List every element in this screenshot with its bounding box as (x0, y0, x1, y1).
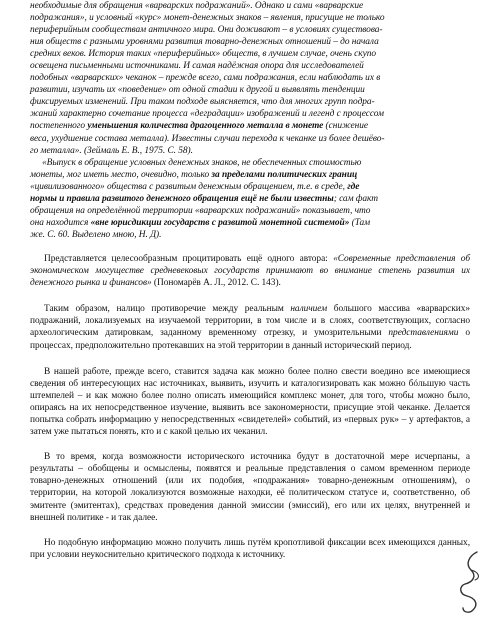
quote-line: нормы и правила развитого денежного обращения ещё не были известны; сам факт (30, 193, 378, 204)
quote-line: средних веков. История таких «периферийных» обществ, в лучшем случае, очень скупо (30, 49, 376, 60)
quote-line: подражания», и условный «курс» монет-денежных знаков – явления, присущие не только (30, 13, 385, 24)
paragraph-contradiction: Таким образом, налицо противоречие между реальным наличием большого массива «варварских» подражаний, локализуемых на изучаемой территории, в том числе и в слоях, соответствующих, согласно археологическим датировкам, заданному временному отрезку, и умозрительными представлениями о процессах, предположительно протекавших на этой территории в данный исторический период. (30, 304, 470, 351)
quote-line: освещена письменными источниками. И самая надёжная опора для исследователей (30, 61, 364, 72)
quote-line: развитии, изучать их «поведение» от одной стадии к другой и выявлять тенденции (30, 85, 365, 96)
quote-line: необходимые для обращения «варварских подражаний». Однако и сами «варварские (30, 1, 364, 11)
quote-line: монеты, мог иметь место, очевидно, только за пределами политических границ (30, 169, 358, 180)
quote-line: фиксируемых изменений. При таком подходе выясняется, что для многих групп подра- (30, 97, 375, 108)
emphasis-metal-reduction: уменьшения количества драгоценного металла в монете (87, 121, 324, 132)
paragraph-source-exhaustion: В то время, когда возможности исторического источника будут в достаточной мере исчерпаны, а результаты – обобщены и осмыслены, появятся и реальные представления о самом временном периоде товарно-денежных отношений (или их подобия, «подражания» товарно-денежным отношениям), о территории, на которой локализуются возможные находки, её политическом статусе и, соответственно, об эмитенте (эмитентах), средствах проведения данной эмиссии (эмиссий), его или их целях, внутренней и внешней политике - и так далее. (30, 452, 470, 523)
quote-zeymal-1975 (30, 0, 470, 157)
quote-line: «Выпуск в обращение условных денежных знаков, не обеспеченных стоимостью (42, 157, 362, 168)
quote-line: «цивилизованного» общества с развитым денежным обращением, т.е. в среде, где (30, 181, 360, 192)
paragraph-ponomarev: Представляется целесообразным процитировать ещё одного автора: «Современные представления об экономическом могуществе средневековых государств принимают во внимание степень развития их денежного рынка и финансов» (Пономарёв А. Л., 2012. С. 143). (30, 253, 470, 289)
quote-line: постепенного уменьшения количества драгоценного металла в монете (снижение (30, 121, 368, 132)
quote-zeymal-2 (30, 157, 470, 241)
quote-line: она находится «вне юрисдикции государств с развитой монетной системой» (Там (30, 217, 371, 228)
paragraph-research-task: В нашей работе, прежде всего, ставится задача как можно более полно свести воедино все имеющиеся сведения об интересующих нас источниках, выявить, изучить и каталогизировать как можно бóльшую часть штемпелей – и как можно более полно описать имеющийся комплекс монет, для того, чтобы можно было, опираясь на их непосредственное изучение, выявить все закономерности, присущие этой чеканке. Делается попытка собрать информацию у непосредственных «свидетелей» событий, из «первых рук» – у артефактов, а затем уже пытаться понять, кто и с какой целью их чеканил. (30, 366, 470, 438)
quote-line: же. С. 60. Выделено мною, Н. Д). (30, 229, 162, 240)
quote-line: подобных «варварских» чеканок – прежде всего, сами подражания, если наблюдать их в (30, 73, 381, 84)
paragraph-conclusion: Но подобную информацию можно получить лишь путём кропотливой фиксации всех имеющихся данных, при условии неукоснительно критического подхода к источнику. (30, 537, 470, 560)
quote-line: обращения на определённой территории «варварских подражаний» показывает, что (30, 205, 371, 216)
pencil-scribble-icon (455, 548, 485, 618)
quote-line: периферийным сообществам античного мира. Они доживают – в условиях существова- (30, 25, 383, 36)
quote-line: ния обществ с разными уровнями развития товарно-денежных отношений – до начала (30, 37, 379, 48)
quote-line: жаний характерно сочетание процесса «деградации» изображений и легенд с процессом (30, 109, 384, 120)
quote-line: го металла». (Зеймаль Е. В., 1975. С. 58). (30, 145, 193, 156)
quote-line: веса, ухудшение состава металла). Известны случаи перехода к чеканке из более дешёво- (30, 133, 385, 144)
